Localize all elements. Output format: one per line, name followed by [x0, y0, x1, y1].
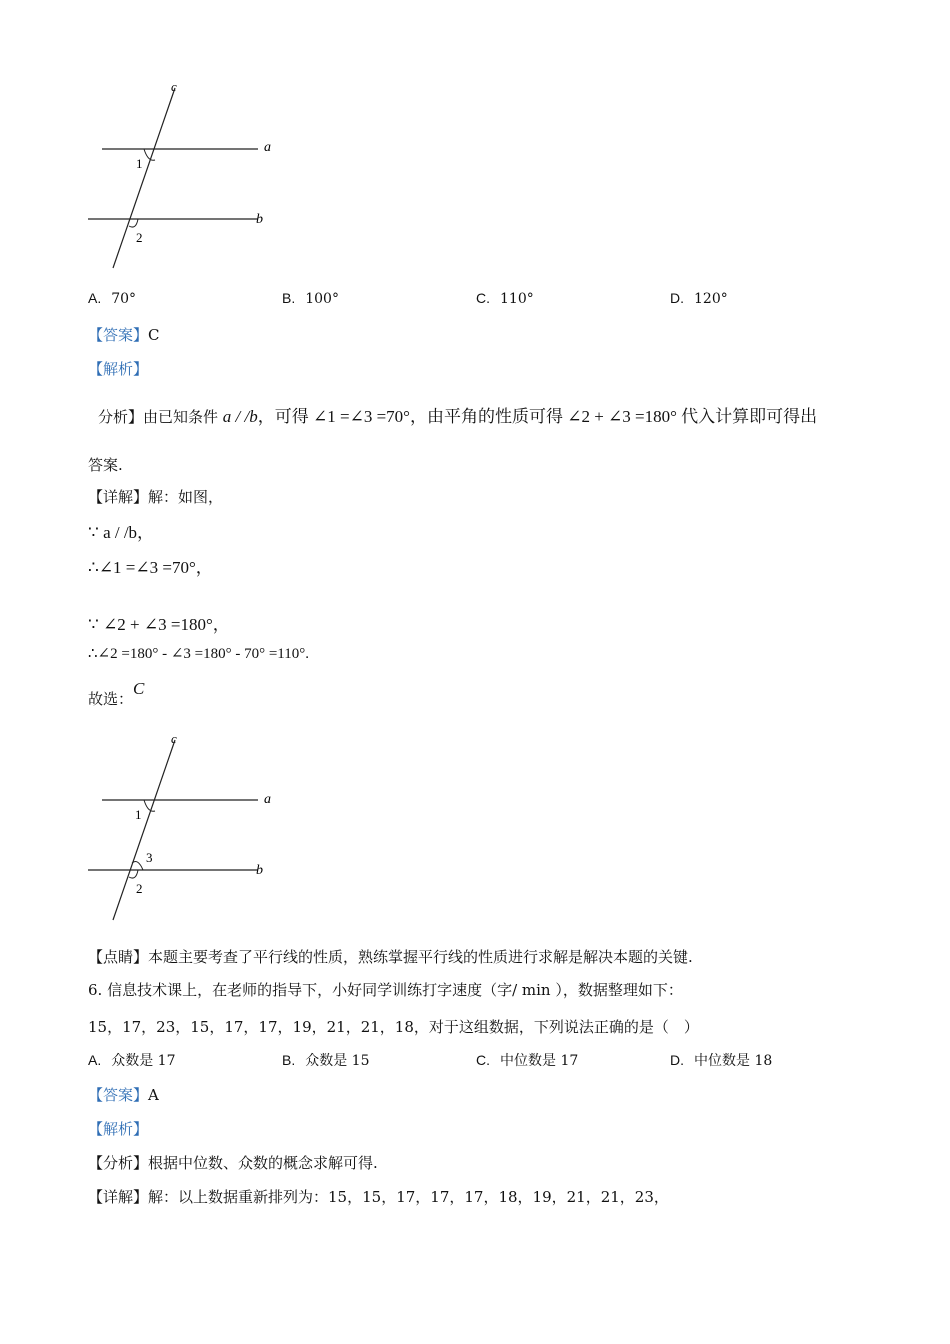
- answer-tag: 【答案】: [88, 326, 149, 344]
- option-text: 100°: [305, 291, 339, 307]
- q6-option-a[interactable]: [88, 1050, 176, 1070]
- option-text: 中位数是 18: [694, 1053, 773, 1069]
- q6-data-line: 15，17，23，15，17，17，19，21，21，18，对于这组数据，下列说法正确的是（ ）: [88, 1018, 699, 1036]
- q6-jiexi-tag: 【解析】: [88, 1120, 149, 1138]
- q6-option-c[interactable]: [476, 1050, 578, 1070]
- q6-question: 6. 信息技术课上，在老师的指导下，小好同学训练打字速度（字/ min ），数据整理如下：: [88, 981, 683, 999]
- parallel-lines-figure-1: [80, 78, 290, 273]
- q6-analysis: [88, 1152, 378, 1173]
- q5-answer: [88, 324, 160, 345]
- option-text: 众数是 17: [111, 1053, 176, 1069]
- label-angle-3: 3: [146, 850, 153, 865]
- q5-option-d[interactable]: [670, 290, 728, 307]
- q5-jiexi-tag: 【解析】: [88, 360, 149, 378]
- q5-step-3: ∵ ∠2 + ∠3 =180°，: [88, 615, 230, 634]
- analysis-condition: a / /b: [222, 407, 258, 426]
- label-b: b: [256, 212, 263, 227]
- q6-option-d[interactable]: [670, 1050, 772, 1070]
- q5-choose: [88, 679, 145, 709]
- option-letter: A.: [88, 290, 102, 306]
- q6-detail: [88, 1186, 669, 1207]
- option-letter: C.: [476, 290, 490, 306]
- q5-option-c[interactable]: [476, 290, 534, 307]
- q5-step-1: ∵ a / /b，: [88, 523, 155, 542]
- option-text: 70°: [111, 291, 137, 307]
- option-text: 中位数是 17: [500, 1053, 579, 1069]
- comment-tag: 【点睛】: [88, 948, 149, 966]
- analysis-prefix: 分析】由已知条件: [98, 408, 219, 426]
- label-a: a: [264, 140, 271, 155]
- choose-prefix: 故选：: [88, 690, 134, 708]
- analysis-text: 根据中位数、众数的概念求解可得.: [148, 1154, 378, 1172]
- detail-tag: 【详解】: [88, 488, 149, 506]
- detail-text: 解：以上数据重新排列为：15，15，17，17，17，18，19，21，21，23，: [148, 1188, 669, 1206]
- analysis-tag: 【分析】: [88, 1154, 149, 1172]
- label-angle-2: 2: [136, 881, 143, 896]
- option-letter: D.: [670, 1052, 684, 1068]
- answer-value: C: [148, 326, 160, 344]
- label-c: c: [171, 731, 177, 746]
- option-text: 120°: [694, 291, 728, 307]
- line-c: [113, 88, 175, 268]
- option-letter: B.: [282, 290, 296, 306]
- q5-analysis-end: 答案.: [88, 456, 123, 474]
- option-letter: C.: [476, 1052, 490, 1068]
- q5-analysis: [98, 402, 817, 427]
- answer-value: A: [148, 1086, 159, 1104]
- q5-detail: [88, 486, 223, 507]
- line-c: [113, 740, 175, 920]
- q5-comment: [88, 946, 693, 967]
- q6-answer: [88, 1084, 159, 1105]
- label-b: b: [256, 863, 263, 878]
- parallel-lines-figure-2: [80, 730, 290, 925]
- label-a: a: [264, 792, 271, 807]
- label-angle-2: 2: [136, 230, 143, 245]
- label-angle-1: 1: [135, 807, 142, 822]
- label-c: c: [171, 79, 177, 94]
- label-angle-1: 1: [136, 156, 143, 171]
- q5-option-a[interactable]: [88, 290, 136, 307]
- detail-tag: 【详解】: [88, 1188, 149, 1206]
- choose-answer: C: [133, 679, 145, 698]
- angle-2-arc: [129, 219, 138, 227]
- q5-step-4: ∴∠2 =180° - ∠3 =180° - 70° =110°.: [88, 646, 309, 662]
- q6-option-b[interactable]: [282, 1050, 370, 1070]
- option-letter: A.: [88, 1052, 102, 1068]
- detail-text: 解：如图，: [148, 488, 224, 506]
- comment-text: 本题主要考查了平行线的性质，熟练掌握平行线的性质进行求解是解决本题的关键.: [148, 948, 693, 966]
- q5-option-b[interactable]: [282, 290, 339, 307]
- option-letter: D.: [670, 290, 684, 306]
- angle-3-arc: [132, 862, 143, 870]
- answer-tag: 【答案】: [88, 1086, 149, 1104]
- option-letter: B.: [282, 1052, 296, 1068]
- q5-step-2: ∴∠1 =∠3 =70°，: [88, 558, 213, 577]
- analysis-middle: ，可得 ∠1 =∠3 =70°，由平角的性质可得 ∠2 + ∠3 =180° 代入计算即可得出: [257, 407, 818, 426]
- option-text: 众数是 15: [305, 1053, 370, 1069]
- option-text: 110°: [500, 291, 534, 307]
